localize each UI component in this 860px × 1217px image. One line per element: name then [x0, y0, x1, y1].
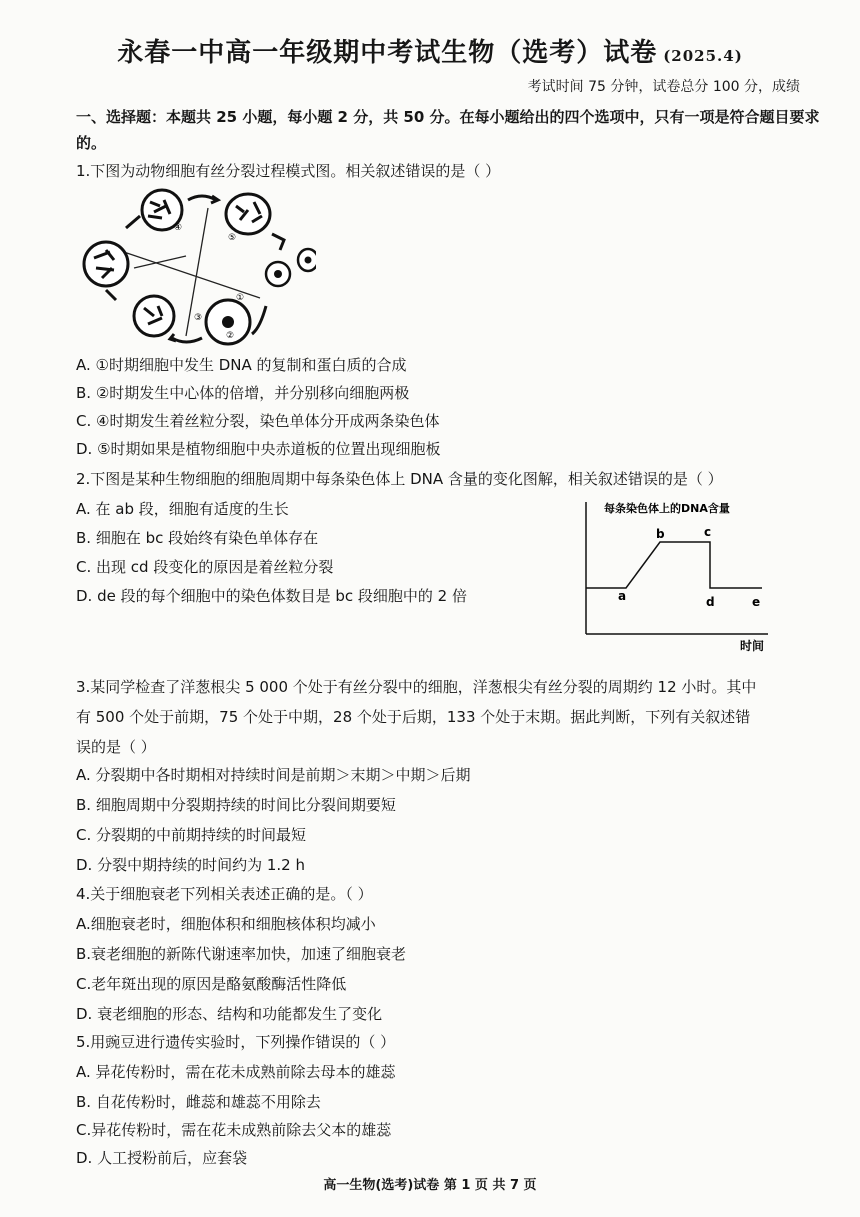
arrow-icon: [272, 234, 284, 250]
q5-stem: 5.用豌豆进行遗传实验时，下列操作错误的（ ）: [76, 1033, 396, 1051]
dna-content-chart: [572, 496, 776, 656]
section-instructions: 一、选择题：本题共 25 小题，每小题 2 分，共 50 分。在每小题给出的四个选项中，只有一项是符合题目要求的。: [76, 108, 820, 152]
diagram-divider-line: [118, 250, 260, 298]
q1-option-a: A. ①时期细胞中发生 DNA 的复制和蛋白质的合成: [76, 356, 407, 374]
diagram-label: ①: [236, 293, 245, 303]
chart-x-label: 时间: [740, 639, 765, 653]
q4-stem: 4.关于细胞衰老下列相关表述正确的是。（ ）: [76, 885, 373, 903]
arrow-icon: [252, 306, 266, 334]
arrow-icon: [106, 290, 116, 300]
q2-stem: 2.下图是某种生物细胞的细胞周期中每条染色体上 DNA 含量的变化图解，相关叙述错误的是（ ）: [76, 470, 723, 488]
chart-point-label: a: [618, 589, 627, 603]
q3-option-a: A. 分裂期中各时期相对持续时间是前期＞末期＞中期＞后期: [76, 766, 471, 784]
chart-point-label: c: [704, 525, 712, 539]
q4-option-b: B.衰老细胞的新陈代谢速率加快，加速了细胞衰老: [76, 945, 407, 963]
q5-option-d: D. 人工授粉前后，应套袋: [76, 1149, 248, 1167]
diagram-label: ④: [174, 223, 183, 233]
exam-info: 考试时间 75 分钟，试卷总分 100 分，成绩: [527, 79, 800, 95]
q2-option-d: D. de 段的每个细胞中的染色体数目是 bc 段细胞中的 2 倍: [76, 587, 467, 605]
chart-dna-line: [586, 542, 762, 588]
exam-date: (2025.4): [663, 47, 743, 65]
q1-option-c: C. ④时期发生着丝粒分裂，染色单体分开成两条染色体: [76, 412, 440, 430]
chart-point-label: d: [706, 595, 715, 609]
q3-option-d: D. 分裂中期持续的时间约为 1.2 h: [76, 856, 305, 874]
diagram-label: ②: [226, 331, 235, 341]
q4-option-c: C.老年斑出现的原因是酪氨酸酶活性降低: [76, 975, 347, 993]
q1-option-d: D. ⑤时期如果是植物细胞中央赤道板的位置出现细胞板: [76, 440, 441, 458]
mitosis-cycle-diagram: [76, 188, 316, 350]
q1-stem: 1.下图为动物细胞有丝分裂过程模式图。相关叙述错误的是（ ）: [76, 162, 501, 180]
q5-option-a: A. 异花传粉时，需在花未成熟前除去母本的雄蕊: [76, 1063, 396, 1081]
q5-option-c: C.异花传粉时，需在花未成熟前除去父本的雄蕊: [76, 1121, 392, 1139]
q3-stem-line-2: 有 500 个处于前期，75 个处于中期，28 个处于后期，133 个处于末期。据此判断，下列有关叙述错: [76, 708, 751, 726]
chart-title: 每条染色体上的DNA含量: [604, 502, 730, 515]
q3-stem-line-1: 3.某同学检查了洋葱根尖 5 000 个处于有丝分裂中的细胞，洋葱根尖有丝分裂的周期约 12 小时。其中: [76, 678, 757, 696]
diagram-label: ③: [194, 313, 203, 323]
cell-stage-3: [84, 242, 128, 286]
arrow-icon: [172, 338, 202, 342]
cell-stage-5: [226, 194, 270, 234]
q2-option-b: B. 细胞在 bc 段始终有染色单体存在: [76, 529, 319, 547]
exam-title: [0, 32, 860, 69]
diagram-label: ⑤: [228, 233, 237, 243]
cell-stage-2: [134, 296, 174, 336]
q2-option-c: C. 出现 cd 段变化的原因是着丝粒分裂: [76, 558, 334, 576]
exam-title-text: 永春一中高一年级期中考试生物（选考）试卷: [117, 38, 658, 68]
chart-point-label: e: [752, 595, 761, 609]
chart-point-label: b: [656, 527, 665, 541]
q4-option-d: D. 衰老细胞的形态、结构和功能都发生了变化: [76, 1005, 383, 1023]
arrow-icon: [126, 216, 140, 228]
q3-option-c: C. 分裂期的中前期持续的时间最短: [76, 826, 307, 844]
arrow-head-icon: [170, 334, 176, 341]
q3-option-b: B. 细胞周期中分裂期持续的时间比分裂间期要短: [76, 796, 396, 814]
q4-option-a: A.细胞衰老时，细胞体积和细胞核体积均减小: [76, 915, 376, 933]
q5-option-b: B. 自花传粉时，雌蕊和雄蕊不用除去: [76, 1093, 321, 1111]
q2-option-a: A. 在 ab 段，细胞有适度的生长: [76, 500, 289, 518]
page-footer: 高一生物(选考)试卷 第 1 页 共 7 页: [323, 1178, 537, 1193]
q3-stem-line-3: 误的是（ ）: [76, 738, 156, 756]
q1-option-b: B. ②时期发生中心体的倍增，并分别移向细胞两极: [76, 384, 410, 402]
daughter-cells: [266, 249, 316, 286]
